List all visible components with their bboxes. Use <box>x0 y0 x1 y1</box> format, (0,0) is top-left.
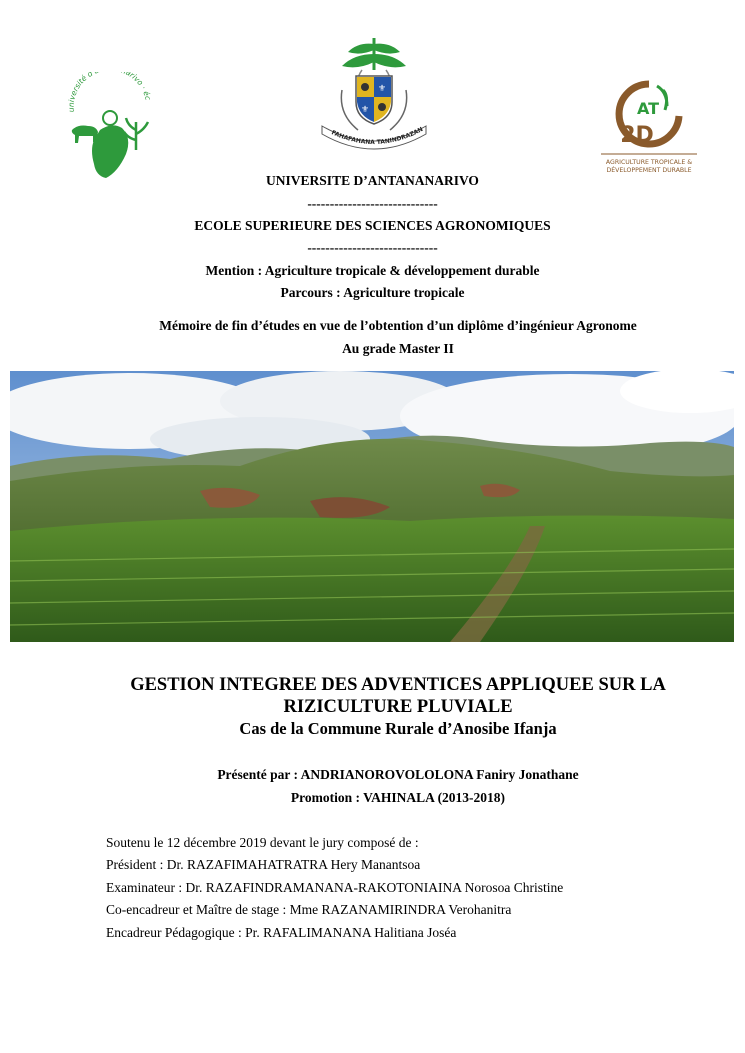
seal-motto: FAHAFAHANA TANINDRAZAN <box>330 125 425 147</box>
mention: Mention : Agriculture tropicale & développement durable <box>205 263 540 278</box>
defense-intro: Soutenu le 12 décembre 2019 devant le jury composé de : <box>106 835 419 850</box>
essa-logo-text: université d' arivo · éc <box>66 72 153 113</box>
jury-member: Encadreur Pédagogique : Pr. RAFALIMANANA Halitiana Joséa <box>106 925 457 940</box>
thesis-title-line-1: GESTION INTEGREE DES ADVENTICES APPLIQUEE SUR LA <box>130 675 666 695</box>
memoire-line-1: Mémoire de fin d’études en vue de l’obtention d’un diplôme d’ingénieur Agronome <box>159 318 637 333</box>
jury-member: Président : Dr. RAZAFIMAHATRATRA Hery Manantsoa <box>106 857 421 872</box>
thesis-title-line-2: RIZICULTURE PLUVIALE <box>283 697 513 717</box>
university-seal-logo <box>312 34 436 152</box>
jury-member: Examinateur : Dr. RAZAFINDRAMANANA-RAKOTONIAINA Norosoa Christine <box>106 880 564 895</box>
at2d-caption-1: AGRICULTURE TROPICALE & <box>605 159 693 166</box>
at2d-logo-abbrev: AT <box>637 99 660 118</box>
university-name: UNIVERSITE D’ANTANANARIVO <box>266 173 479 188</box>
school-name: ECOLE SUPERIEURE DES SCIENCES AGRONOMIQUES <box>194 218 551 233</box>
at2d-logo <box>597 76 701 180</box>
jury-member: Co-encadreur et Maître de stage : Mme RAZANAMIRINDRA Verohanitra <box>106 902 512 917</box>
at2d-caption-2: DÉVELOPPEMENT DURABLE <box>606 167 692 174</box>
thesis-subtitle: Cas de la Commune Rurale d’Anosibe Ifanja <box>239 719 557 738</box>
svg-text:⚜: ⚜ <box>360 105 370 115</box>
landscape-photo <box>10 371 734 642</box>
presented-by: Présenté par : ANDRIANOROVOLOLONA Faniry Jonathane <box>217 767 579 782</box>
essa-logo <box>60 72 160 184</box>
at2d-logo-number: 2D <box>620 123 654 148</box>
separator: ----------------------------- <box>307 196 438 211</box>
promotion: Promotion : VAHINALA (2013-2018) <box>290 790 506 805</box>
memoire-line-2: Au grade Master II <box>342 341 454 356</box>
svg-text:université d'antananarivo · éc <box>60 72 153 113</box>
separator: ----------------------------- <box>307 240 438 255</box>
svg-text:⚜: ⚜ <box>377 84 387 94</box>
parcours: Parcours : Agriculture tropicale <box>280 285 465 300</box>
